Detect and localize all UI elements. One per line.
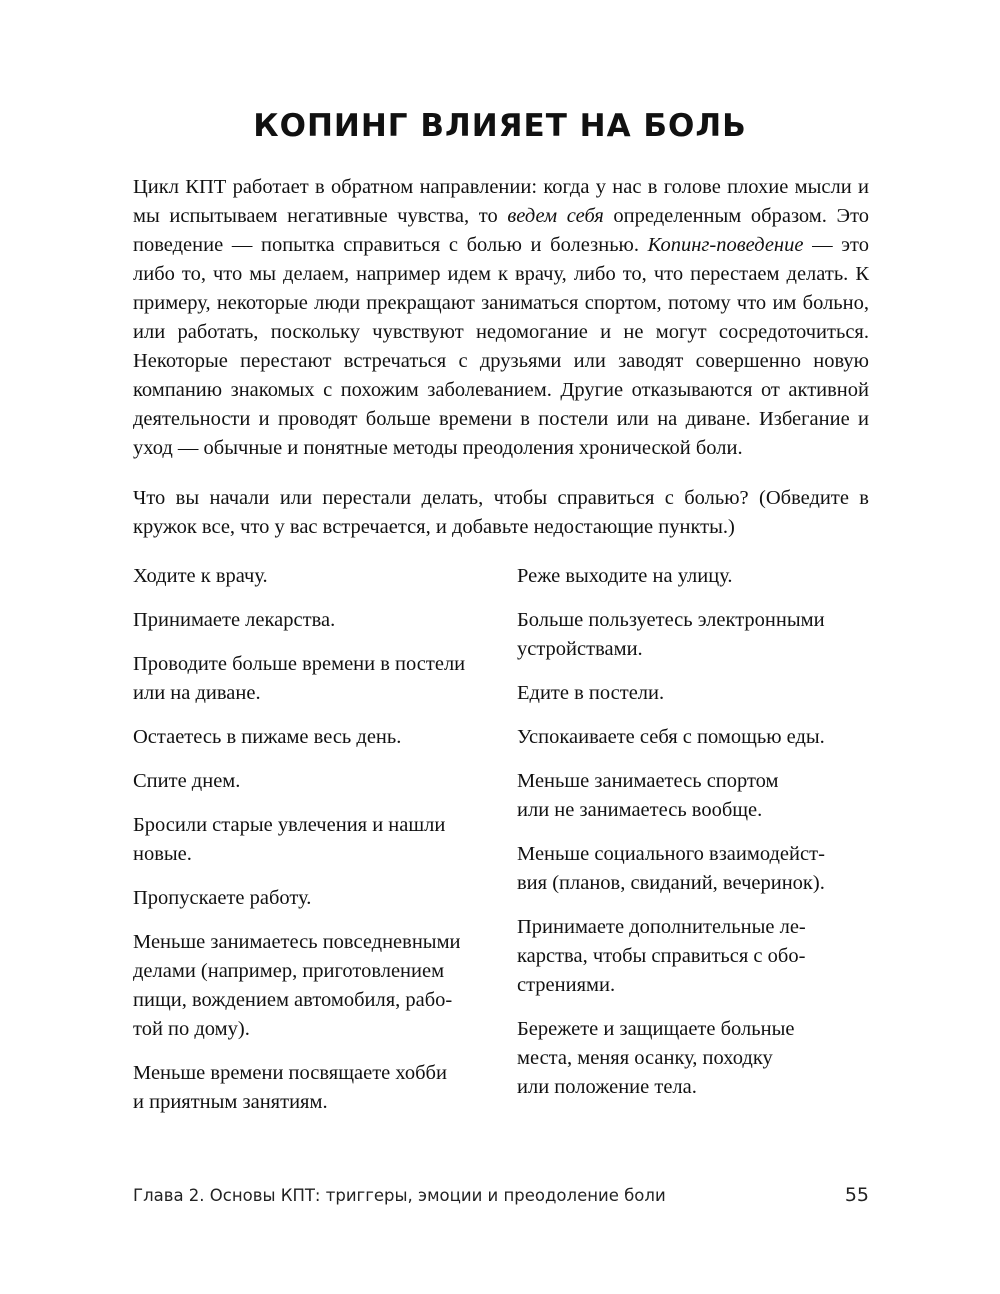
list-item: Проводите больше времени в постели или на диване. [133,653,466,704]
list-item: Меньше социального взаимодейст- вия (планов, свиданий, вечеринок). [517,843,825,894]
intro-paragraph [133,173,869,463]
list-item: Ходите к врачу. [133,565,268,587]
list-item: Бережете и защищаете больные места, меняя осанку, походку или положение тела. [517,1018,795,1098]
list-item: Успокаиваете себя с помощью еды. [517,726,825,748]
intro-text-1: Цикл КПТ работает в обратном направлении: когда у нас в голове плохие мысли и мы испытываем негативные чувства, то [133,176,869,227]
list-item: Меньше занимаетесь повседневными делами (например, приготовлением пищи, вождением автомобиля, рабо- той по дому). [133,931,461,1040]
coping-list-left [133,562,498,1132]
coping-list-right [517,562,877,1117]
list-item: Едите в постели. [517,682,665,704]
list-item: Пропускаете работу. [133,887,312,909]
list-item: Остаетесь в пижаме весь день. [133,726,402,748]
list-item: Бросили старые увлечения и нашли новые. [133,814,446,865]
intro-text-2: определенным образом. Это поведение — попытка справиться с болью и болезнью. [133,205,870,256]
list-item: Меньше занимаетесь спортом или не занимаетесь вообще. [517,770,779,821]
list-item: Больше пользуетесь электронными устройствами. [517,609,825,660]
page-number: 55 [844,1184,869,1206]
intro-emphasis-2: Копинг-поведение [647,234,804,256]
intro-text-3: — это либо то, что мы делаем, например идем к врачу, либо то, что перестаем делать. К примеру, некоторые люди прекращают заниматься спортом, потому что им больно, или работать, поскольку чувствуют недомогание и не могут сосредоточиться. Некоторые перестают встречаться с друзьями или заводят совершенно новую компанию знакомых с похожим заболеванием. Другие отказываются от активной деятельности и проводят больше времени в постели или на диване. Избегание и уход — обычные и понятные методы преодоления хронической боли. [133,234,869,459]
intro-emphasis-1: ведем себя [507,205,604,227]
chapter-title: Глава 2. Основы КПТ: триггеры, эмоции и преодоление боли [133,1186,666,1205]
list-item: Меньше времени посвящаете хобби и приятным занятиям. [133,1062,447,1113]
list-item: Принимаете лекарства. [133,609,336,631]
list-item: Спите днем. [133,770,241,792]
page-title: КОПИНГ ВЛИЯЕТ НА БОЛЬ [253,108,747,144]
list-item: Реже выходите на улицу. [517,565,733,587]
list-item: Принимаете дополнительные ле- карства, чтобы справиться с обо- стрениями. [517,916,806,996]
question-paragraph: Что вы начали или перестали делать, чтобы справиться с болью? (Обведите в кружок все, что у вас встречается, и добавьте недостающие пункты.) [133,487,869,538]
